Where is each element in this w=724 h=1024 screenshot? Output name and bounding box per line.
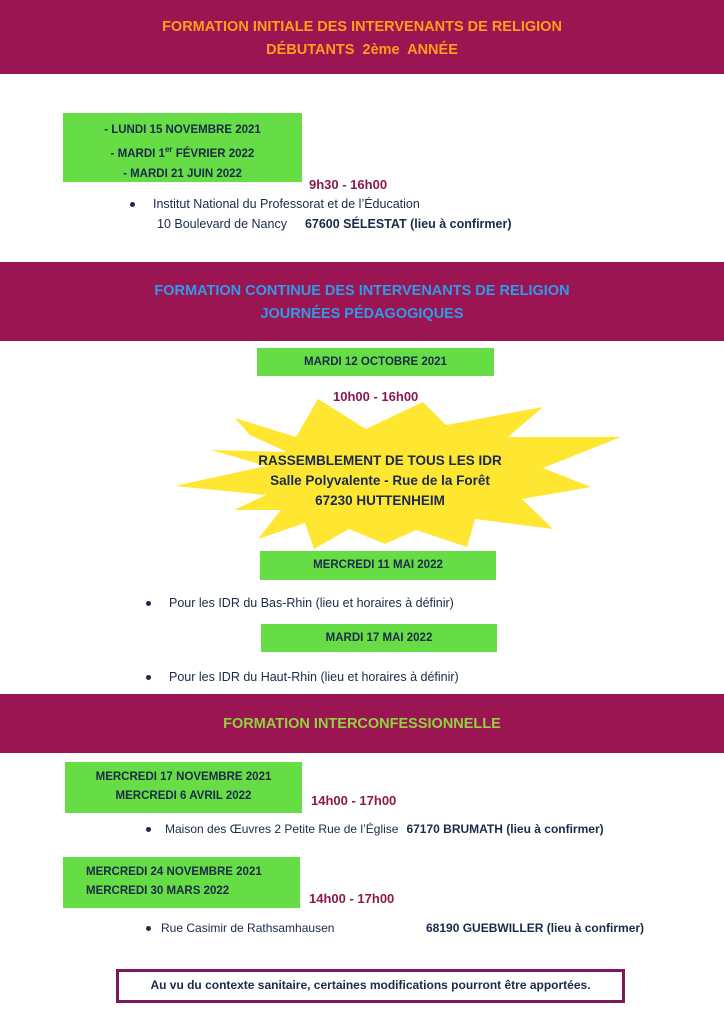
section2-date2-box: MERCREDI 11 MAI 2022 — [260, 551, 496, 580]
section2-bullet3: Pour les IDR du Haut-Rhin (lieu et horaires à définir) — [146, 670, 459, 684]
date-line: - LUNDI 15 NOVEMBRE 2021 — [104, 124, 261, 136]
section2-bullet2: Pour les IDR du Bas-Rhin (lieu et horaires à définir) — [146, 596, 454, 610]
section3-group1-time: 14h00 - 17h00 — [311, 793, 397, 808]
bullet-icon — [146, 675, 151, 680]
section1-title-line1: FORMATION INITIALE DES INTERVENANTS DE RELIGION — [162, 19, 562, 35]
date-line: - MARDI 21 JUIN 2022 — [123, 167, 242, 180]
section3-group1-place: Maison des Œuvres 2 Petite Rue de l’Église 67170 BRUMATH (lieu à confirmer) — [146, 822, 604, 836]
starburst-line2: Salle Polyvalente - Rue de la Forêt — [270, 473, 490, 488]
date-line: MERCREDI 24 NOVEMBRE 2021 — [86, 866, 262, 878]
notice-text: Au vu du contexte sanitaire, certaines modifications pourront être apportées. — [150, 978, 591, 992]
bullet-icon — [146, 601, 151, 606]
bullet-icon — [146, 827, 151, 832]
section3-group2-time: 14h00 - 17h00 — [309, 891, 395, 906]
section3-group1-dates — [65, 762, 302, 813]
section3-group2-dates — [63, 857, 300, 908]
section3-group2-place: Rue Casimir de Rathsamhausen — [146, 921, 334, 935]
date-line: - MARDI 1er FÉVRIER 2022 — [110, 145, 255, 160]
section2-title-line2: JOURNÉES PÉDAGOGIQUES — [260, 306, 464, 322]
starburst-text — [230, 451, 530, 511]
section1-place-line1: Institut National du Professorat et de l’Éducation — [130, 197, 420, 211]
section1-title-line2: DÉBUTANTS 2ème ANNÉE — [266, 42, 458, 58]
date-line: MERCREDI 6 AVRIL 2022 — [115, 790, 252, 802]
bullet-icon — [146, 926, 151, 931]
starburst-line3: 67230 HUTTENHEIM — [315, 493, 445, 508]
section2-date1-box: MARDI 12 OCTOBRE 2021 — [257, 348, 494, 376]
date-line: MERCREDI 17 NOVEMBRE 2021 — [95, 771, 272, 783]
date-line: MERCREDI 30 MARS 2022 — [86, 885, 230, 897]
section1-place-line2: 10 Boulevard de Nancy 67600 SÉLESTAT (lieu à confirmer) — [157, 217, 512, 231]
section3-title: FORMATION INTERCONFESSIONNELLE — [223, 716, 501, 732]
starburst-line1: RASSEMBLEMENT DE TOUS LES IDR — [258, 453, 502, 468]
section2-time1: 10h00 - 16h00 — [333, 389, 419, 404]
section1-time: 9h30 - 16h00 — [309, 177, 388, 192]
section2-title-line1: FORMATION CONTINUE DES INTERVENANTS DE RELIGION — [154, 283, 570, 299]
section3-group2-city: 68190 GUEBWILLER (lieu à confirmer) — [426, 921, 645, 935]
section2-date3-box: MARDI 17 MAI 2022 — [261, 624, 497, 652]
